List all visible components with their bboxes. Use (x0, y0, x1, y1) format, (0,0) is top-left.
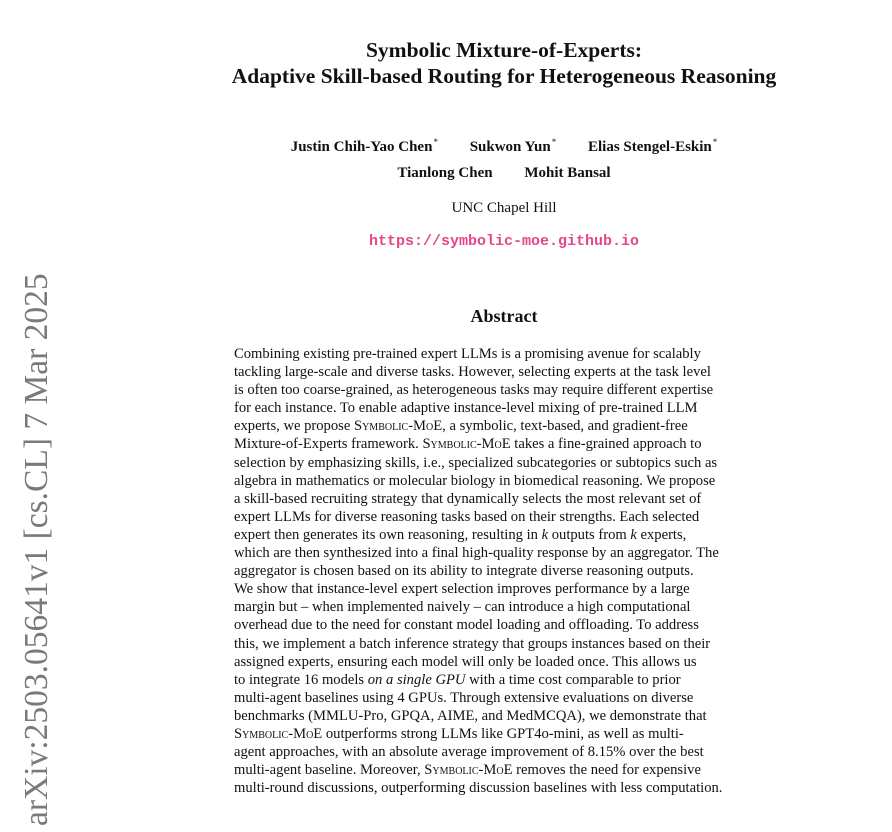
abstract-line (234, 526, 794, 544)
abstract-text: a skill-based recruiting strategy that dynamically selects the most relevant set of (234, 490, 702, 507)
emphasis-text: k (630, 526, 637, 543)
author-name: Sukwon Yun (469, 139, 551, 155)
abstract-text: benchmarks (MMLU-Pro, GPQA, AIME, and MedMCQA), we demonstrate that (234, 707, 707, 724)
abstract-line (234, 689, 794, 707)
abstract-line (234, 707, 794, 725)
abstract-text: multi-agent baselines using 4 GPUs. Through extensive evaluations on diverse (234, 689, 694, 706)
emphasis-text: k (541, 526, 549, 543)
abstract-text: margin but – when implemented naively – can introduce a high computational (234, 599, 691, 616)
method-name: Symbolic-MoE (353, 418, 443, 435)
abstract-line (234, 671, 794, 689)
abstract-line (234, 743, 794, 761)
abstract-text: agent approaches, with an absolute average improvement of 8.15% over the best (234, 744, 704, 761)
author-name: Justin Chih-Yao Chen (290, 139, 433, 155)
method-name: Symbolic-MoE (422, 436, 511, 453)
abstract-text: algebra in mathematics or molecular biology in biomedical reasoning. We propose (234, 472, 716, 489)
project-url-link[interactable]: https://symbolic-moe.github.io (368, 233, 640, 250)
abstract-text: selection by emphasizing skills, i.e., specialized subcategories or subtopics such as (234, 454, 718, 471)
paper-title-line-2: Adaptive Skill-based Routing for Heterogeneous Reasoning (231, 64, 777, 88)
abstract-text: which are then synthesized into a final high-quality response by an aggregator. The (234, 545, 719, 562)
abstract-line (234, 616, 794, 634)
abstract-text: removes the need for expensive (512, 762, 701, 779)
abstract-line (234, 761, 794, 779)
author (470, 132, 557, 157)
author-name: Mohit Bansal (524, 165, 611, 181)
abstract-line (234, 598, 794, 616)
abstract-text: expert then generates its own reasoning, resulting in (234, 526, 542, 543)
equal-contribution-mark: * (433, 137, 438, 147)
method-name: Symbolic-MoE (234, 725, 323, 742)
abstract-line (234, 562, 794, 580)
author-row-2 (0, 163, 892, 183)
abstract-text: tackling large-scale and diverse tasks. However, selecting experts at the task level (234, 364, 711, 381)
abstract-line (234, 635, 794, 653)
abstract-text: to integrate 16 models (234, 671, 368, 688)
abstract-line (234, 417, 794, 435)
abstract-text: We show that instance-level expert selection improves performance by a large (234, 581, 690, 598)
abstract-text: multi-round discussions, outperforming discussion baselines with less computation. (234, 780, 723, 797)
emphasis-text: on a single GPU (367, 671, 466, 688)
abstract-line (234, 435, 794, 453)
abstract-line (234, 580, 794, 598)
abstract-line (234, 490, 794, 508)
paper-title-line-1: Symbolic Mixture-of-Experts: (365, 38, 643, 62)
author (588, 132, 717, 157)
arxiv-identifier-stamp: arXiv:2503.05641v1 [cs.CL] 7 Mar 2025 (18, 273, 55, 826)
abstract-line (234, 399, 794, 417)
abstract-text: Mixture-of-Experts framework. (234, 436, 423, 453)
abstract-line (234, 381, 794, 399)
abstract-line (234, 508, 794, 526)
abstract-text: with a time cost comparable to prior (465, 671, 681, 688)
abstract-line (234, 363, 794, 381)
abstract-text: expert LLMs for diverse reasoning tasks based on their strengths. Each selected (234, 508, 700, 525)
abstract-text: multi-agent baseline. Moreover, (234, 762, 425, 779)
abstract-line (234, 725, 794, 743)
author-row-1 (0, 132, 892, 157)
author-affiliation: UNC Chapel Hill (451, 200, 557, 216)
abstract-line (234, 779, 794, 797)
abstract-text: aggregator is chosen based on its ability to integrate diverse reasoning outputs. (234, 563, 694, 580)
abstract-text: Combining existing pre-trained expert LLMs is a promising avenue for scalably (234, 346, 701, 362)
abstract-text: assigned experts, ensuring each model will only be loaded once. This allows us (234, 653, 697, 670)
author (524, 163, 610, 183)
equal-contribution-mark: * (551, 137, 557, 147)
abstract-line (234, 544, 794, 562)
abstract-line (234, 472, 794, 490)
method-name: Symbolic-MoE (424, 762, 513, 779)
abstract-line (234, 345, 794, 363)
author-name: Tianlong Chen (397, 165, 493, 181)
abstract-text: takes a fine-grained approach to (510, 436, 702, 453)
abstract-text: experts, (636, 526, 687, 543)
author (291, 132, 438, 157)
author-name: Elias Stengel-Eskin (587, 139, 712, 155)
abstract-text: for each instance. To enable adaptive instance-level mixing of pre-trained LLM (234, 400, 698, 417)
abstract-text: overhead due to the need for constant model loading and offloading. To address (234, 617, 699, 634)
abstract-text: , a symbolic, text-based, and gradient-free (442, 418, 688, 435)
abstract-line (234, 653, 794, 671)
abstract-text: experts, we propose (234, 418, 354, 435)
abstract-text: outputs from (548, 526, 631, 543)
author (397, 163, 492, 183)
abstract-text: is often too coarse-grained, as heterogeneous tasks may require different expertise (234, 382, 714, 399)
equal-contribution-mark: * (712, 137, 718, 147)
abstract-body (234, 345, 794, 797)
abstract-heading: Abstract (470, 306, 538, 326)
abstract-line (234, 454, 794, 472)
abstract-text: this, we implement a batch inference strategy that groups instances based on their (234, 635, 711, 652)
abstract-text: outperforms strong LLMs like GPT4o-mini, as well as multi- (322, 725, 684, 742)
